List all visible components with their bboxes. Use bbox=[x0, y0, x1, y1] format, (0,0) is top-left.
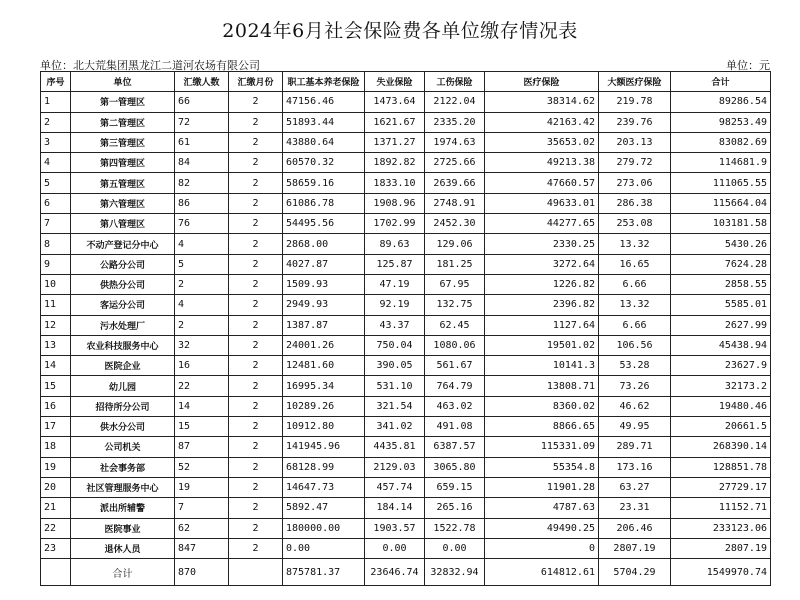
row-number: 12 bbox=[41, 315, 71, 335]
row-total: 89286.54 bbox=[671, 92, 771, 112]
injury-amount: 2335.20 bbox=[425, 112, 485, 132]
unemployment-amount: 1371.27 bbox=[365, 132, 425, 152]
unemployment-amount: 1621.67 bbox=[365, 112, 425, 132]
table-row bbox=[41, 112, 771, 132]
unit-name: 供热分公司 bbox=[71, 274, 175, 294]
major-medical-amount: 63.27 bbox=[599, 477, 671, 497]
unit-name: 派出所辅警 bbox=[71, 498, 175, 518]
table-row bbox=[41, 315, 771, 335]
medical-amount: 1127.64 bbox=[485, 315, 599, 335]
pension-amount: 10289.26 bbox=[283, 396, 365, 416]
unemployment-amount: 1908.96 bbox=[365, 193, 425, 213]
month-count: 2 bbox=[229, 315, 283, 335]
pension-amount: 1387.87 bbox=[283, 315, 365, 335]
pension-amount: 2949.93 bbox=[283, 295, 365, 315]
contribution-table bbox=[40, 71, 771, 586]
row-total: 45438.94 bbox=[671, 335, 771, 355]
month-count: 2 bbox=[229, 457, 283, 477]
table-body bbox=[41, 92, 771, 559]
unit-label: 单位：北大荒集团黑龙江二道河农场有限公司 bbox=[40, 59, 260, 72]
unemployment-amount: 1473.64 bbox=[365, 92, 425, 112]
table-row bbox=[41, 356, 771, 376]
injury-amount: 2748.91 bbox=[425, 193, 485, 213]
row-number: 1 bbox=[41, 92, 71, 112]
unemployment-amount: 750.04 bbox=[365, 335, 425, 355]
row-total: 2858.55 bbox=[671, 274, 771, 294]
major-medical-amount: 23.31 bbox=[599, 498, 671, 518]
injury-amount: 62.45 bbox=[425, 315, 485, 335]
major-medical-amount: 239.76 bbox=[599, 112, 671, 132]
major-medical-amount: 49.95 bbox=[599, 417, 671, 437]
pension-amount: 14647.73 bbox=[283, 477, 365, 497]
pension-amount: 10912.80 bbox=[283, 417, 365, 437]
unemployment-amount: 390.05 bbox=[365, 356, 425, 376]
row-total: 7624.28 bbox=[671, 254, 771, 274]
injury-amount: 132.75 bbox=[425, 295, 485, 315]
unit-name: 污水处理厂 bbox=[71, 315, 175, 335]
month-count: 2 bbox=[229, 173, 283, 193]
major-medical-amount: 106.56 bbox=[599, 335, 671, 355]
row-number: 22 bbox=[41, 518, 71, 538]
major-medical-amount: 53.28 bbox=[599, 356, 671, 376]
row-total: 19480.46 bbox=[671, 396, 771, 416]
unemployment-amount: 341.02 bbox=[365, 417, 425, 437]
month-count: 2 bbox=[229, 92, 283, 112]
major-medical-amount: 289.71 bbox=[599, 437, 671, 457]
unit-name: 第一管理区 bbox=[71, 92, 175, 112]
major-medical-amount: 173.16 bbox=[599, 457, 671, 477]
table-row bbox=[41, 193, 771, 213]
month-count: 2 bbox=[229, 274, 283, 294]
medical-amount: 49213.38 bbox=[485, 153, 599, 173]
unemployment-amount: 0.00 bbox=[365, 538, 425, 558]
row-total: 23627.9 bbox=[671, 356, 771, 376]
injury-amount: 2725.66 bbox=[425, 153, 485, 173]
month-count: 2 bbox=[229, 417, 283, 437]
row-total: 27729.17 bbox=[671, 477, 771, 497]
row-number: 2 bbox=[41, 112, 71, 132]
row-number: 4 bbox=[41, 153, 71, 173]
unit-name: 医院事业 bbox=[71, 518, 175, 538]
month-count: 2 bbox=[229, 437, 283, 457]
month-count: 2 bbox=[229, 396, 283, 416]
injury-amount: 67.95 bbox=[425, 274, 485, 294]
total-cell: 875781.37 bbox=[283, 559, 365, 586]
unemployment-amount: 43.37 bbox=[365, 315, 425, 335]
major-medical-amount: 2807.19 bbox=[599, 538, 671, 558]
row-total: 268390.14 bbox=[671, 437, 771, 457]
pension-amount: 61086.78 bbox=[283, 193, 365, 213]
unemployment-amount: 47.19 bbox=[365, 274, 425, 294]
medical-amount: 13808.71 bbox=[485, 376, 599, 396]
table-row bbox=[41, 254, 771, 274]
total-cell: 614812.61 bbox=[485, 559, 599, 586]
table-row bbox=[41, 417, 771, 437]
medical-amount: 55354.8 bbox=[485, 457, 599, 477]
major-medical-amount: 73.26 bbox=[599, 376, 671, 396]
injury-amount: 764.79 bbox=[425, 376, 485, 396]
header-cell: 单位 bbox=[71, 72, 175, 92]
unit-name: 第五管理区 bbox=[71, 173, 175, 193]
pension-amount: 1509.93 bbox=[283, 274, 365, 294]
medical-amount: 0 bbox=[485, 538, 599, 558]
row-number: 21 bbox=[41, 498, 71, 518]
injury-amount: 659.15 bbox=[425, 477, 485, 497]
medical-amount: 44277.65 bbox=[485, 214, 599, 234]
row-number: 16 bbox=[41, 396, 71, 416]
row-total: 5585.01 bbox=[671, 295, 771, 315]
medical-amount: 42163.42 bbox=[485, 112, 599, 132]
pension-amount: 54495.56 bbox=[283, 214, 365, 234]
table-row bbox=[41, 92, 771, 112]
row-number: 17 bbox=[41, 417, 71, 437]
row-total: 128851.78 bbox=[671, 457, 771, 477]
headcount: 22 bbox=[175, 376, 229, 396]
major-medical-amount: 46.62 bbox=[599, 396, 671, 416]
headcount: 16 bbox=[175, 356, 229, 376]
pension-amount: 180000.00 bbox=[283, 518, 365, 538]
month-count: 2 bbox=[229, 254, 283, 274]
major-medical-amount: 6.66 bbox=[599, 274, 671, 294]
table-row bbox=[41, 477, 771, 497]
headcount: 2 bbox=[175, 274, 229, 294]
medical-amount: 8866.65 bbox=[485, 417, 599, 437]
unit-name: 第二管理区 bbox=[71, 112, 175, 132]
medical-amount: 3272.64 bbox=[485, 254, 599, 274]
unit-name: 幼儿园 bbox=[71, 376, 175, 396]
table-row bbox=[41, 437, 771, 457]
headcount: 4 bbox=[175, 234, 229, 254]
total-row bbox=[41, 559, 771, 586]
month-count: 2 bbox=[229, 376, 283, 396]
row-total: 83082.69 bbox=[671, 132, 771, 152]
total-label: 合计 bbox=[71, 559, 175, 586]
row-total: 32173.2 bbox=[671, 376, 771, 396]
unit-name: 退休人员 bbox=[71, 538, 175, 558]
pension-amount: 24001.26 bbox=[283, 335, 365, 355]
month-count: 2 bbox=[229, 234, 283, 254]
unit-name: 社区管理服务中心 bbox=[71, 477, 175, 497]
month-count: 2 bbox=[229, 335, 283, 355]
pension-amount: 58659.16 bbox=[283, 173, 365, 193]
total-cell bbox=[229, 559, 283, 586]
header-cell: 失业保险 bbox=[365, 72, 425, 92]
total-cell: 1549970.74 bbox=[671, 559, 771, 586]
headcount: 19 bbox=[175, 477, 229, 497]
headcount: 72 bbox=[175, 112, 229, 132]
pension-amount: 12481.60 bbox=[283, 356, 365, 376]
medical-amount: 49633.01 bbox=[485, 193, 599, 213]
header-row bbox=[41, 72, 771, 92]
headcount: 87 bbox=[175, 437, 229, 457]
injury-amount: 129.06 bbox=[425, 234, 485, 254]
medical-amount: 1226.82 bbox=[485, 274, 599, 294]
month-count: 2 bbox=[229, 295, 283, 315]
table-row bbox=[41, 132, 771, 152]
pension-amount: 4027.87 bbox=[283, 254, 365, 274]
row-number: 13 bbox=[41, 335, 71, 355]
headcount: 847 bbox=[175, 538, 229, 558]
table-row bbox=[41, 214, 771, 234]
table-row bbox=[41, 498, 771, 518]
medical-amount: 49490.25 bbox=[485, 518, 599, 538]
table-row bbox=[41, 335, 771, 355]
unemployment-amount: 184.14 bbox=[365, 498, 425, 518]
unit-name: 客运分公司 bbox=[71, 295, 175, 315]
row-number: 9 bbox=[41, 254, 71, 274]
headcount: 61 bbox=[175, 132, 229, 152]
headcount: 5 bbox=[175, 254, 229, 274]
row-number: 5 bbox=[41, 173, 71, 193]
row-number: 7 bbox=[41, 214, 71, 234]
row-number: 3 bbox=[41, 132, 71, 152]
unit-name: 第六管理区 bbox=[71, 193, 175, 213]
total-cell: 5704.29 bbox=[599, 559, 671, 586]
unemployment-amount: 1892.82 bbox=[365, 153, 425, 173]
unit-name: 第八管理区 bbox=[71, 214, 175, 234]
unemployment-amount: 1903.57 bbox=[365, 518, 425, 538]
unit-name: 第三管理区 bbox=[71, 132, 175, 152]
unemployment-amount: 89.63 bbox=[365, 234, 425, 254]
table-row bbox=[41, 173, 771, 193]
injury-amount: 561.67 bbox=[425, 356, 485, 376]
unit-name: 医院企业 bbox=[71, 356, 175, 376]
table-row bbox=[41, 295, 771, 315]
headcount: 15 bbox=[175, 417, 229, 437]
unemployment-amount: 1702.99 bbox=[365, 214, 425, 234]
medical-amount: 2396.82 bbox=[485, 295, 599, 315]
major-medical-amount: 16.65 bbox=[599, 254, 671, 274]
row-total: 5430.26 bbox=[671, 234, 771, 254]
unit-name: 不动产登记分中心 bbox=[71, 234, 175, 254]
table-row bbox=[41, 376, 771, 396]
injury-amount: 181.25 bbox=[425, 254, 485, 274]
medical-amount: 8360.02 bbox=[485, 396, 599, 416]
table-row bbox=[41, 153, 771, 173]
month-count: 2 bbox=[229, 193, 283, 213]
headcount: 82 bbox=[175, 173, 229, 193]
row-number: 11 bbox=[41, 295, 71, 315]
injury-amount: 1522.78 bbox=[425, 518, 485, 538]
month-count: 2 bbox=[229, 112, 283, 132]
medical-amount: 2330.25 bbox=[485, 234, 599, 254]
unemployment-amount: 457.74 bbox=[365, 477, 425, 497]
header-cell: 合计 bbox=[671, 72, 771, 92]
headcount: 62 bbox=[175, 518, 229, 538]
major-medical-amount: 13.32 bbox=[599, 295, 671, 315]
unit-name: 社会事务部 bbox=[71, 457, 175, 477]
pension-amount: 141945.96 bbox=[283, 437, 365, 457]
unit-name: 公司机关 bbox=[71, 437, 175, 457]
unit-name: 公路分公司 bbox=[71, 254, 175, 274]
pension-amount: 0.00 bbox=[283, 538, 365, 558]
injury-amount: 6387.57 bbox=[425, 437, 485, 457]
unemployment-amount: 125.87 bbox=[365, 254, 425, 274]
injury-amount: 2452.30 bbox=[425, 214, 485, 234]
medical-amount: 11901.28 bbox=[485, 477, 599, 497]
pension-amount: 16995.34 bbox=[283, 376, 365, 396]
unit-name: 第四管理区 bbox=[71, 153, 175, 173]
month-count: 2 bbox=[229, 214, 283, 234]
row-total: 103181.58 bbox=[671, 214, 771, 234]
month-count: 2 bbox=[229, 498, 283, 518]
headcount: 2 bbox=[175, 315, 229, 335]
major-medical-amount: 203.13 bbox=[599, 132, 671, 152]
page-title: 2024年6月社会保险费各单位缴存情况表 bbox=[222, 20, 578, 42]
unemployment-amount: 531.10 bbox=[365, 376, 425, 396]
injury-amount: 2639.66 bbox=[425, 173, 485, 193]
row-number: 14 bbox=[41, 356, 71, 376]
header-cell: 职工基本养老保险 bbox=[283, 72, 365, 92]
row-total: 20661.5 bbox=[671, 417, 771, 437]
major-medical-amount: 253.08 bbox=[599, 214, 671, 234]
medical-amount: 47660.57 bbox=[485, 173, 599, 193]
major-medical-amount: 6.66 bbox=[599, 315, 671, 335]
currency-label: 单位：元 bbox=[726, 59, 770, 72]
major-medical-amount: 206.46 bbox=[599, 518, 671, 538]
injury-amount: 1974.63 bbox=[425, 132, 485, 152]
row-number: 20 bbox=[41, 477, 71, 497]
major-medical-amount: 273.06 bbox=[599, 173, 671, 193]
pension-amount: 47156.46 bbox=[283, 92, 365, 112]
pension-amount: 2868.00 bbox=[283, 234, 365, 254]
injury-amount: 463.02 bbox=[425, 396, 485, 416]
injury-amount: 491.08 bbox=[425, 417, 485, 437]
row-total: 2627.99 bbox=[671, 315, 771, 335]
medical-amount: 19501.02 bbox=[485, 335, 599, 355]
medical-amount: 115331.09 bbox=[485, 437, 599, 457]
row-total: 233123.06 bbox=[671, 518, 771, 538]
unit-name: 农业科技服务中心 bbox=[71, 335, 175, 355]
row-total: 115664.04 bbox=[671, 193, 771, 213]
header-cell: 大额医疗保险 bbox=[599, 72, 671, 92]
total-cell: 23646.74 bbox=[365, 559, 425, 586]
header-cell: 汇缴人数 bbox=[175, 72, 229, 92]
headcount: 32 bbox=[175, 335, 229, 355]
unit-name: 招待所分公司 bbox=[71, 396, 175, 416]
table-row bbox=[41, 234, 771, 254]
header-cell: 工伤保险 bbox=[425, 72, 485, 92]
row-total: 111065.55 bbox=[671, 173, 771, 193]
headcount: 66 bbox=[175, 92, 229, 112]
row-number: 18 bbox=[41, 437, 71, 457]
major-medical-amount: 13.32 bbox=[599, 234, 671, 254]
header-cell: 序号 bbox=[41, 72, 71, 92]
pension-amount: 60570.32 bbox=[283, 153, 365, 173]
injury-amount: 1080.06 bbox=[425, 335, 485, 355]
month-count: 2 bbox=[229, 477, 283, 497]
headcount: 84 bbox=[175, 153, 229, 173]
table-row bbox=[41, 396, 771, 416]
headcount: 76 bbox=[175, 214, 229, 234]
unemployment-amount: 321.54 bbox=[365, 396, 425, 416]
medical-amount: 38314.62 bbox=[485, 92, 599, 112]
row-total: 11152.71 bbox=[671, 498, 771, 518]
table-row bbox=[41, 274, 771, 294]
unemployment-amount: 4435.81 bbox=[365, 437, 425, 457]
pension-amount: 51893.44 bbox=[283, 112, 365, 132]
headcount: 4 bbox=[175, 295, 229, 315]
medical-amount: 35653.02 bbox=[485, 132, 599, 152]
table-row bbox=[41, 538, 771, 558]
row-number: 15 bbox=[41, 376, 71, 396]
medical-amount: 10141.3 bbox=[485, 356, 599, 376]
injury-amount: 2122.04 bbox=[425, 92, 485, 112]
major-medical-amount: 279.72 bbox=[599, 153, 671, 173]
row-total: 98253.49 bbox=[671, 112, 771, 132]
pension-amount: 43880.64 bbox=[283, 132, 365, 152]
headcount: 52 bbox=[175, 457, 229, 477]
month-count: 2 bbox=[229, 518, 283, 538]
row-number: 19 bbox=[41, 457, 71, 477]
row-number: 10 bbox=[41, 274, 71, 294]
month-count: 2 bbox=[229, 356, 283, 376]
total-cell bbox=[41, 559, 71, 586]
injury-amount: 3065.80 bbox=[425, 457, 485, 477]
total-cell: 870 bbox=[175, 559, 229, 586]
table-row bbox=[41, 457, 771, 477]
month-count: 2 bbox=[229, 132, 283, 152]
headcount: 7 bbox=[175, 498, 229, 518]
row-number: 6 bbox=[41, 193, 71, 213]
injury-amount: 0.00 bbox=[425, 538, 485, 558]
injury-amount: 265.16 bbox=[425, 498, 485, 518]
row-total: 114681.9 bbox=[671, 153, 771, 173]
unemployment-amount: 1833.10 bbox=[365, 173, 425, 193]
pension-amount: 68128.99 bbox=[283, 457, 365, 477]
major-medical-amount: 286.38 bbox=[599, 193, 671, 213]
unemployment-amount: 92.19 bbox=[365, 295, 425, 315]
total-cell: 32832.94 bbox=[425, 559, 485, 586]
medical-amount: 4787.63 bbox=[485, 498, 599, 518]
unemployment-amount: 2129.03 bbox=[365, 457, 425, 477]
headcount: 86 bbox=[175, 193, 229, 213]
month-count: 2 bbox=[229, 153, 283, 173]
headcount: 14 bbox=[175, 396, 229, 416]
major-medical-amount: 219.78 bbox=[599, 92, 671, 112]
header-cell: 医疗保险 bbox=[485, 72, 599, 92]
row-number: 8 bbox=[41, 234, 71, 254]
pension-amount: 5892.47 bbox=[283, 498, 365, 518]
month-count: 2 bbox=[229, 538, 283, 558]
row-number: 23 bbox=[41, 538, 71, 558]
row-total: 2807.19 bbox=[671, 538, 771, 558]
table-row bbox=[41, 518, 771, 538]
unit-name: 供水分公司 bbox=[71, 417, 175, 437]
header-cell: 汇缴月份 bbox=[229, 72, 283, 92]
